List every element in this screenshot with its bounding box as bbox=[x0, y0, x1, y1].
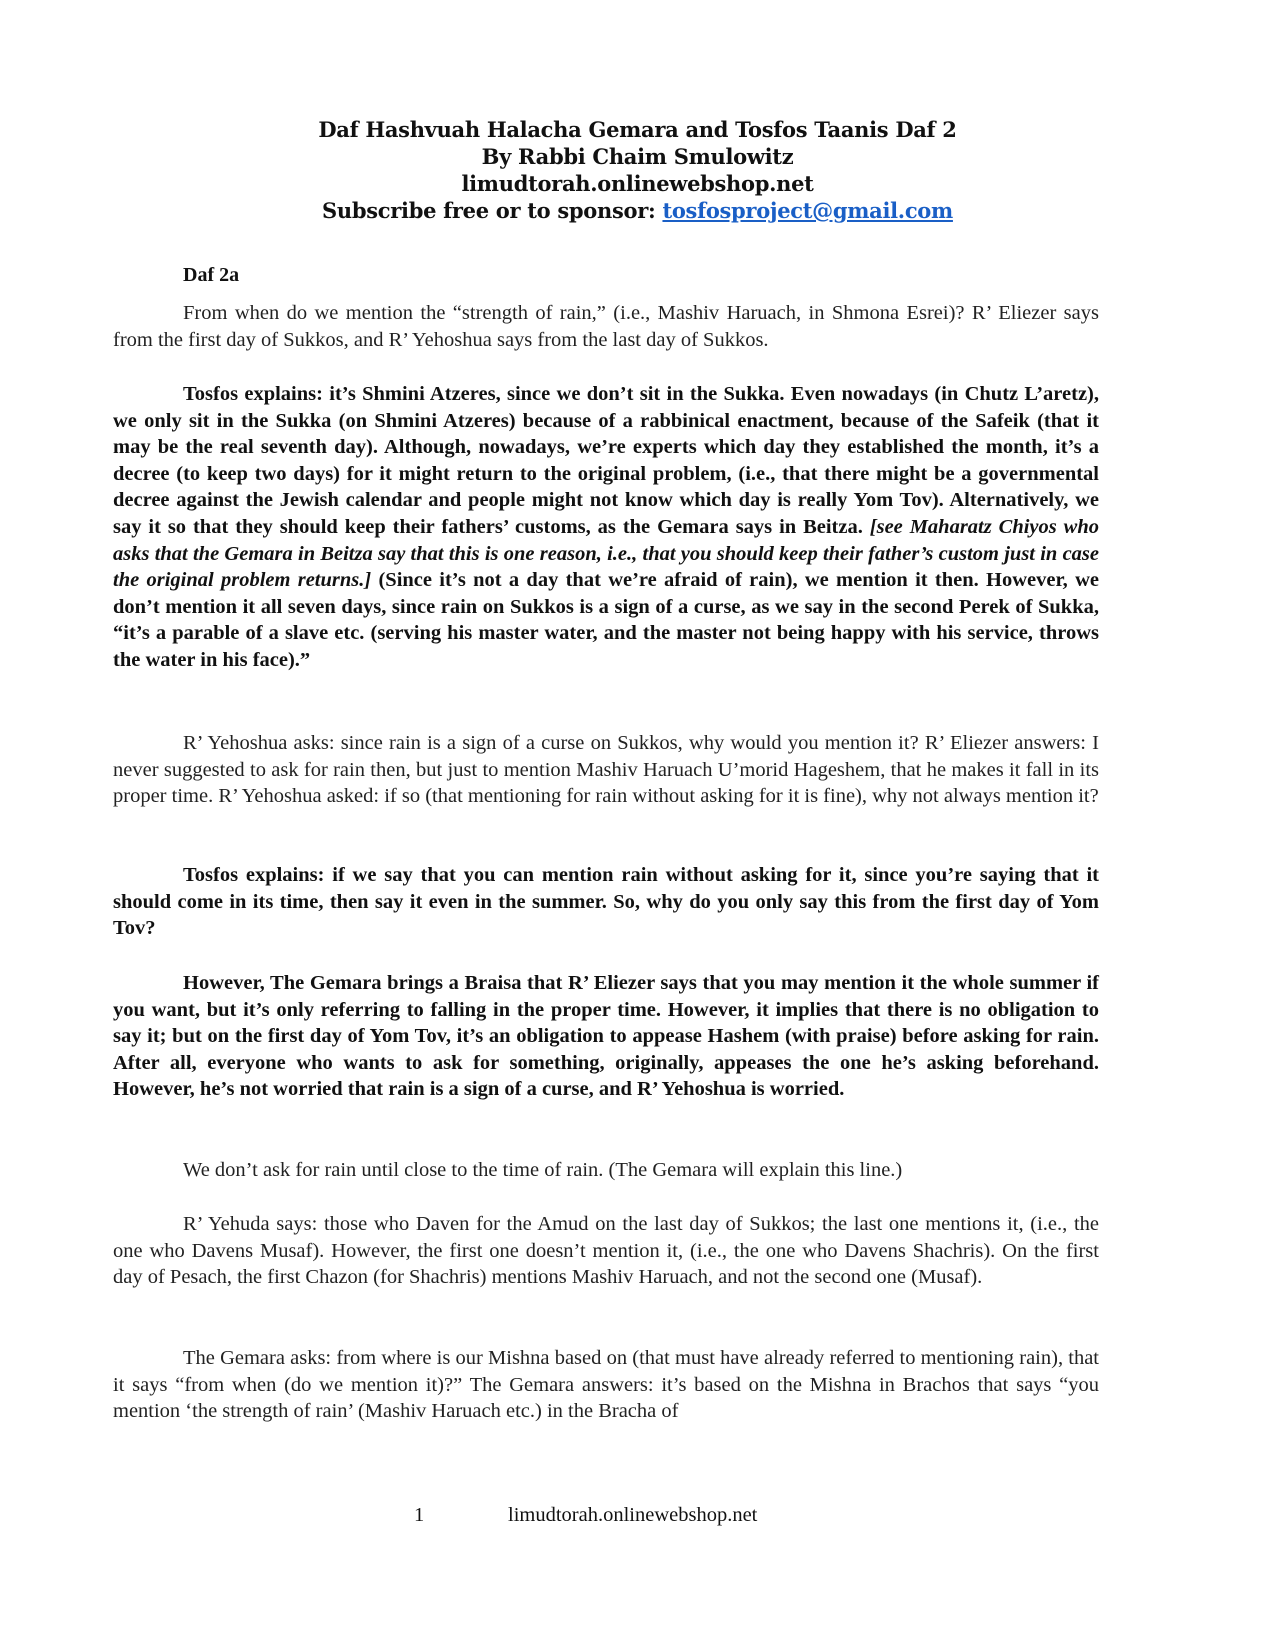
paragraph-gemara-asks: The Gemara asks: from where is our Mishna based on (that must have already referred to mentioning rain), that it says “from when (do we mention it)?” The Gemara answers: it’s based on the Mishna in Brachos that says “you mention ‘the strength of rain’ (Mashiv Haruach etc.) in the Bracha of bbox=[113, 1347, 1099, 1422]
paragraph-ask-rain: We don’t ask for rain until close to the time of rain. (The Gemara will explain this line.) bbox=[183, 1159, 903, 1181]
website-line: limudtorah.onlinewebshop.net bbox=[461, 171, 814, 196]
subscribe-line bbox=[0, 197, 1275, 224]
email-link[interactable]: tosfosproject@gmail.com bbox=[662, 198, 953, 223]
section-label: Daf 2a bbox=[183, 264, 240, 286]
tosfos-1-text: Tosfos explains: it’s Shmini Atzeres, since we don’t sit in the Sukka. Even nowadays (in Chutz L’aretz), we only sit in the Sukka (on Shmini Atzeres) because of a rabbinical enactment, because of the Safeik (that it may be the real seventh day). Although, nowadays, we’re experts which day they established the month, it’s a decree (to keep two days) for it might return to the original problem, (i.e., that there might be a governmental decree against the Jewish calendar and people might not know which day is really Yom Tov). Alternatively, we say it so that they should keep their fathers’ customs, as the Gemara says in Beitza. bbox=[113, 383, 1099, 538]
tosfos-1-text-after: (Since it’s not a day that we’re afraid of rain), we mention it then. However, we don’t mention it all seven days, since rain on Sukkos is a sign of a curse, as we say in the second Perek of Sukka, “it’s a parable of a slave etc. (serving his master water, and the master not being happy with his service, throws the water in his face).” bbox=[113, 569, 1099, 671]
paragraph-tosfos-2: Tosfos explains: if we say that you can mention rain without asking for it, since you’re saying that it should come in its time, then say it even in the summer. So, why do you only say this from the first day of Yom Tov? bbox=[113, 864, 1099, 940]
footer-website: limudtorah.onlinewebshop.net bbox=[508, 1504, 758, 1526]
tosfos-1-italic-note: [see Maharatz Chiyos who asks that the Gemara in Beitza say that this is one reason, i.e., that you should keep their father’s custom just in case the original problem returns.] bbox=[113, 515, 1099, 592]
paragraph-mishna-intro: From when do we mention the “strength of rain,” (i.e., Mashiv Haruach, in Shmona Esrei)? R’ Eliezer says from the first day of Sukkos, and R’ Yehoshua says from the last day of Sukkos. bbox=[113, 302, 1099, 351]
paragraph-tosfos-3: However, The Gemara brings a Braisa that R’ Eliezer says that you may mention it the whole summer if you want, but it’s only referring to falling in the proper time. However, it implies that there is no obligation to say it; but on the first day of Yom Tov, it’s an obligation to appease Hashem (with praise) before asking for rain. After all, everyone who wants to ask for something, originally, appeases the one he’s asking beforehand. However, he’s not worried that rain is a sign of a curse, and R’ Yehoshua is worried. bbox=[113, 972, 1099, 1101]
author-line: By Rabbi Chaim Smulowitz bbox=[481, 144, 794, 169]
document-title: Daf Hashvuah Halacha Gemara and Tosfos Taanis Daf 2 bbox=[318, 117, 957, 142]
paragraph-yehuda: R’ Yehuda says: those who Daven for the Amud on the last day of Sukkos; the last one mentions it, (i.e., the one who Davens Musaf). However, the first one doesn’t mention it, (i.e., the one who Davens Shachris). On the first day of Pesach, the first Chazon (for Shachris) mentions Mashiv Haruach, and not the second one (Musaf). bbox=[113, 1213, 1099, 1288]
subscribe-label: Subscribe free or to sponsor: bbox=[322, 198, 663, 223]
paragraph-tosfos-1 bbox=[113, 381, 1099, 674]
paragraph-yehoshua-asks: R’ Yehoshua asks: since rain is a sign of a curse on Sukkos, why would you mention it? R’ Eliezer answers: I never suggested to ask for rain then, but just to mention Mashiv Haruach U’morid Hageshem, that he makes it fall in its proper time. R’ Yehoshua asked: if so (that mentioning for rain without asking for it is fine), why not always mention it? bbox=[113, 732, 1099, 807]
document-header bbox=[0, 116, 1275, 224]
page-number: 1 bbox=[414, 1504, 425, 1526]
